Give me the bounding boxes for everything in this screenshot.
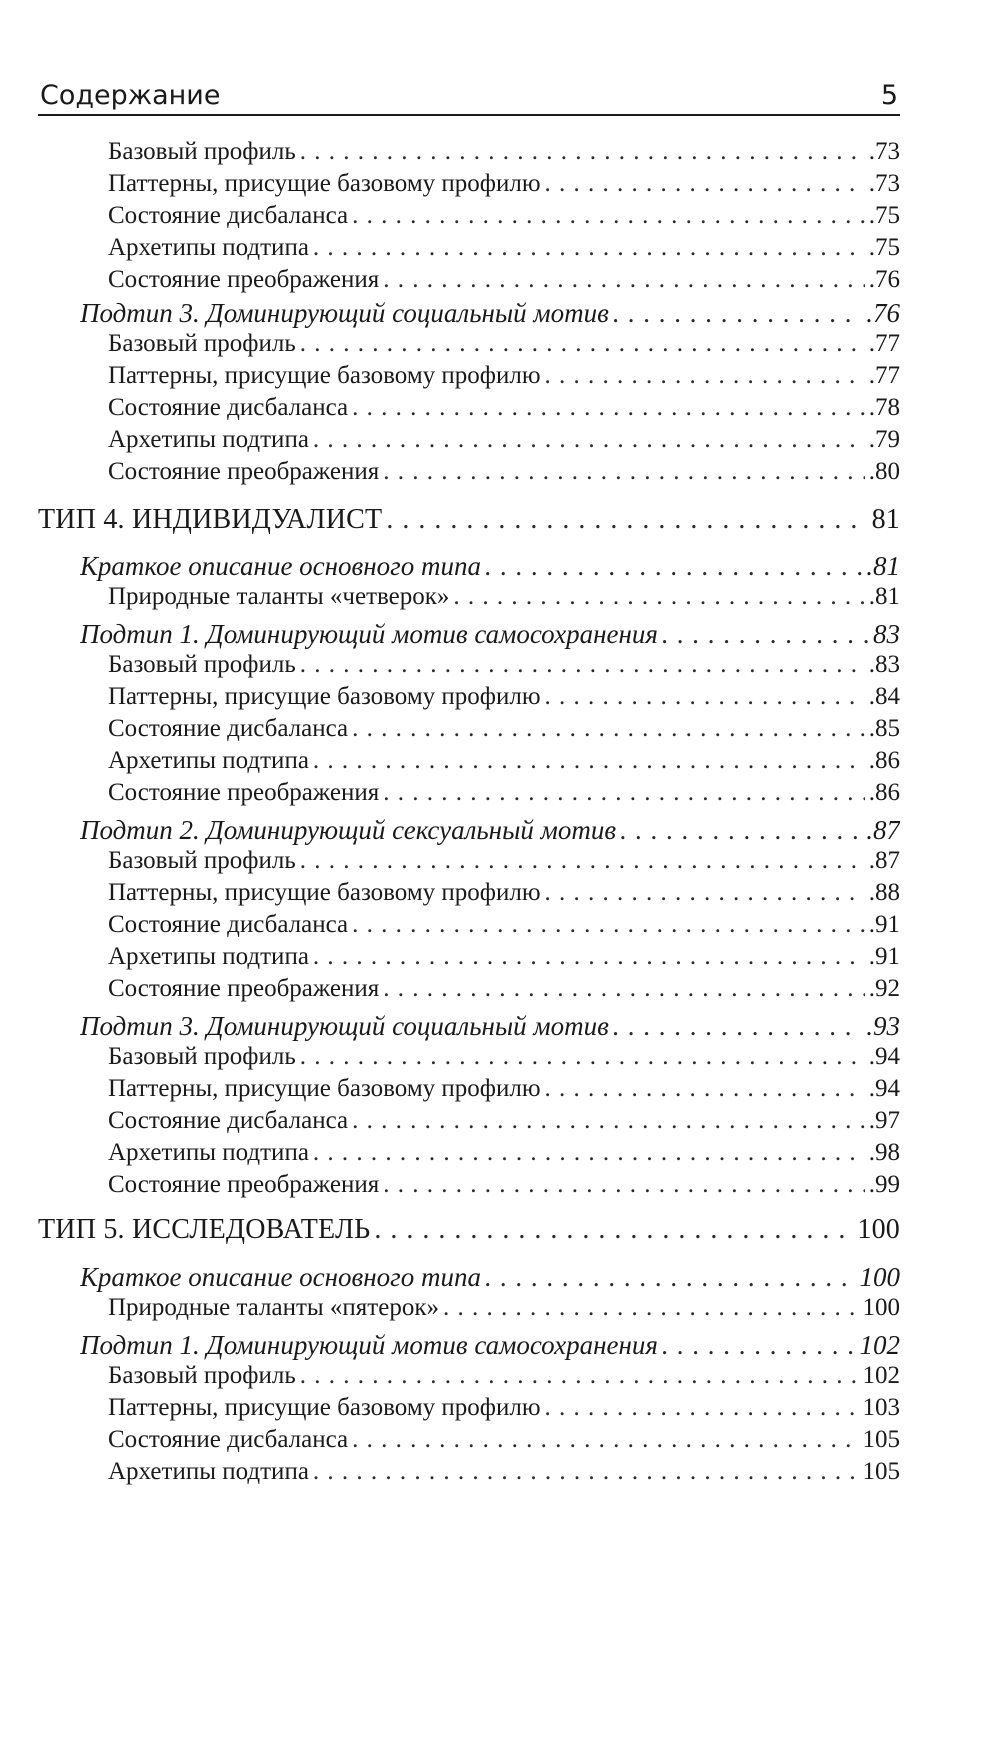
toc-entry-label: Архетипы подтипа <box>108 943 309 970</box>
toc-entry-label: Состояние дисбаланса <box>108 715 349 742</box>
toc-subsection-entry[interactable] <box>108 1362 900 1398</box>
toc-entry-label: Краткое описание основного типа <box>80 1262 481 1292</box>
toc-entry-page: .79 <box>868 426 900 453</box>
toc-subsection-entry[interactable] <box>108 879 900 915</box>
toc-subsection-entry[interactable] <box>108 330 900 366</box>
dot-leader <box>386 504 867 536</box>
toc-entry-label: ТИП 5. ИССЛЕДОВАТЕЛЬ <box>38 1214 371 1245</box>
toc-subsection-entry[interactable] <box>108 458 900 494</box>
dot-leader <box>313 1458 859 1486</box>
toc-entry-page: .81 <box>868 583 900 610</box>
dot-leader <box>352 715 865 743</box>
dot-leader <box>352 394 865 422</box>
toc-entry-page: 105 <box>862 1426 900 1453</box>
toc-subsection-entry[interactable] <box>108 202 900 238</box>
toc-subsection-entry[interactable] <box>108 1458 900 1494</box>
toc-entry-page: 105 <box>862 1458 900 1485</box>
dot-leader <box>545 879 865 907</box>
dot-leader <box>453 583 864 611</box>
running-header <box>38 74 900 116</box>
dot-leader <box>300 138 865 166</box>
toc-entry-page: .87 <box>866 815 900 845</box>
dot-leader <box>313 234 865 262</box>
toc-entry-label: ТИП 4. ИНДИВИДУАЛИСТ <box>38 504 383 535</box>
toc-subsection-entry[interactable] <box>108 138 900 174</box>
toc-subsection-entry[interactable] <box>108 847 900 883</box>
dot-leader <box>352 1426 858 1454</box>
toc-entry-label: Состояние дисбаланса <box>108 1107 349 1134</box>
toc-section-entry[interactable] <box>80 1262 900 1298</box>
dot-leader <box>620 815 862 846</box>
dot-leader <box>300 330 865 358</box>
toc-entry-label: Состояние преображения <box>108 779 380 806</box>
toc-entry-label: Состояние дисбаланса <box>108 1426 349 1453</box>
toc-subsection-entry[interactable] <box>108 975 900 1011</box>
toc-entry-label: Архетипы подтипа <box>108 747 309 774</box>
toc-entry-label: Состояние преображения <box>108 975 380 1002</box>
toc-subsection-entry[interactable] <box>108 651 900 687</box>
toc-subsection-entry[interactable] <box>108 1171 900 1207</box>
toc-entry-page: .78 <box>868 394 900 421</box>
toc-entry-page: .80 <box>868 458 900 485</box>
toc-entry-label: Паттерны, присущие базовому профилю <box>108 170 541 197</box>
toc-entry-label: Архетипы подтипа <box>108 234 309 261</box>
toc-subsection-entry[interactable] <box>108 747 900 783</box>
dot-leader <box>313 943 865 971</box>
dot-leader <box>545 683 865 711</box>
toc-entry-page: .91 <box>868 911 900 938</box>
toc-entry-label: Архетипы подтипа <box>108 426 309 453</box>
toc-entry-label: Базовый профиль <box>108 138 296 165</box>
toc-entry-page: .88 <box>868 879 900 906</box>
dot-leader <box>383 975 865 1003</box>
dot-leader <box>313 1139 865 1167</box>
page-number: 5 <box>880 80 898 111</box>
dot-leader <box>545 1394 859 1422</box>
dot-leader <box>300 847 865 875</box>
dot-leader <box>545 170 865 198</box>
toc-entry-label: Базовый профиль <box>108 330 296 357</box>
toc-entry-label: Архетипы подтипа <box>108 1139 309 1166</box>
toc-entry-page: .75 <box>868 202 900 229</box>
toc-entry-label: Состояние дисбаланса <box>108 202 349 229</box>
toc-entry-page: .81 <box>866 551 900 581</box>
toc-section-entry[interactable] <box>80 298 900 334</box>
dot-leader <box>300 651 865 679</box>
dot-leader <box>662 1330 856 1361</box>
toc-entry-label: Состояние преображения <box>108 266 380 293</box>
dot-leader <box>352 202 865 230</box>
toc-subsection-entry[interactable] <box>108 683 900 719</box>
toc-entry-page: .91 <box>868 943 900 970</box>
toc-entry-page: 102 <box>859 1330 900 1360</box>
toc-entry-page: .85 <box>868 715 900 742</box>
toc-entry-page: .77 <box>868 330 900 357</box>
toc-entry-label: Базовый профиль <box>108 1043 296 1070</box>
toc-section-entry[interactable] <box>80 1011 900 1047</box>
toc-section-entry[interactable] <box>80 815 900 851</box>
toc-subsection-entry[interactable] <box>108 1294 900 1330</box>
dot-leader <box>545 1075 865 1103</box>
toc-entry-page: .75 <box>868 234 900 261</box>
dot-leader <box>443 1294 859 1322</box>
toc-entry-label: Подтип 1. Доминирующий мотив самосохранения <box>80 619 658 649</box>
dot-leader <box>485 1262 856 1293</box>
toc-entry-label: Базовый профиль <box>108 847 296 874</box>
dot-leader <box>300 1362 859 1390</box>
toc-entry-label: Подтип 3. Доминирующий социальный мотив <box>80 1011 609 1041</box>
dot-leader <box>383 266 865 294</box>
toc-entry-label: Архетипы подтипа <box>108 1458 309 1485</box>
toc-entry-page: 81 <box>871 504 900 535</box>
toc-subsection-entry[interactable] <box>108 394 900 430</box>
dot-leader <box>300 1043 865 1071</box>
toc-entry-page: 103 <box>862 1394 900 1421</box>
toc-entry-label: Краткое описание основного типа <box>80 551 481 581</box>
toc-entry-page: .94 <box>868 1075 900 1102</box>
toc-subsection-entry[interactable] <box>108 426 900 462</box>
toc-entry-page: .77 <box>868 362 900 389</box>
toc-entry-label: Паттерны, присущие базовому профилю <box>108 879 541 906</box>
toc-entry-label: Подтип 1. Доминирующий мотив самосохранения <box>80 1330 658 1360</box>
toc-entry-page: 83 <box>873 619 900 649</box>
dot-leader <box>613 298 862 329</box>
toc-subsection-entry[interactable] <box>108 943 900 979</box>
toc-entry-label: Состояние дисбаланса <box>108 911 349 938</box>
toc-entry-label: Паттерны, присущие базовому профилю <box>108 362 541 389</box>
toc-entry-label: Природные таланты «пятерок» <box>108 1294 439 1321</box>
toc-entry-label: Подтип 2. Доминирующий сексуальный мотив <box>80 815 617 845</box>
toc-subsection-entry[interactable] <box>108 779 900 815</box>
toc-entry-page: .73 <box>868 170 900 197</box>
toc-subsection-entry[interactable] <box>108 1107 900 1143</box>
toc-entry-page: .87 <box>868 847 900 874</box>
toc-subsection-entry[interactable] <box>108 1426 900 1462</box>
dot-leader <box>352 911 865 939</box>
toc-subsection-entry[interactable] <box>108 911 900 947</box>
dot-leader <box>545 362 865 390</box>
toc-entry-label: Природные таланты «четверок» <box>108 583 450 610</box>
toc-entry-label: Паттерны, присущие базовому профилю <box>108 1394 541 1421</box>
toc-chapter-entry[interactable] <box>38 1214 900 1250</box>
toc-subsection-entry[interactable] <box>108 1139 900 1175</box>
toc-subsection-entry[interactable] <box>108 234 900 270</box>
toc-entry-page: 100 <box>857 1214 900 1245</box>
toc-subsection-entry[interactable] <box>108 1043 900 1079</box>
toc-entry-page: .76 <box>868 266 900 293</box>
dot-leader <box>383 779 865 807</box>
toc-section-entry[interactable] <box>80 619 900 655</box>
dot-leader <box>374 1214 853 1246</box>
toc-entry-page: .84 <box>868 683 900 710</box>
toc-section-entry[interactable] <box>80 551 900 587</box>
toc-entry-page: .98 <box>868 1139 900 1166</box>
toc-subsection-entry[interactable] <box>108 362 900 398</box>
dot-leader <box>313 747 865 775</box>
toc-chapter-entry[interactable] <box>38 504 900 540</box>
dot-leader <box>352 1107 865 1135</box>
toc-entry-page: .83 <box>868 651 900 678</box>
toc-entry-page: 100 <box>859 1262 900 1292</box>
toc-section-entry[interactable] <box>80 1330 900 1366</box>
toc-entry-label: Состояние преображения <box>108 1171 380 1198</box>
dot-leader <box>613 1011 862 1042</box>
toc-entry-label: Базовый профиль <box>108 1362 296 1389</box>
toc-subsection-entry[interactable] <box>108 715 900 751</box>
toc-entry-page: .86 <box>868 747 900 774</box>
dot-leader <box>485 551 862 582</box>
toc-entry-page: 100 <box>862 1294 900 1321</box>
toc-subsection-entry[interactable] <box>108 1394 900 1430</box>
toc-entry-page: .94 <box>868 1043 900 1070</box>
toc-entry-page: .93 <box>866 1011 900 1041</box>
toc-subsection-entry[interactable] <box>108 170 900 206</box>
toc-subsection-entry[interactable] <box>108 583 900 619</box>
dot-leader <box>313 426 865 454</box>
toc-entry-page: .99 <box>868 1171 900 1198</box>
toc-entry-page: .86 <box>868 779 900 806</box>
toc-entry-page: 102 <box>862 1362 900 1389</box>
dot-leader <box>662 619 869 650</box>
dot-leader <box>383 458 865 486</box>
toc-entry-label: Состояние преображения <box>108 458 380 485</box>
toc-entry-page: .73 <box>868 138 900 165</box>
running-header-title: Содержание <box>40 80 221 111</box>
toc-subsection-entry[interactable] <box>108 266 900 302</box>
toc-entry-label: Паттерны, присущие базовому профилю <box>108 683 541 710</box>
toc-entry-label: Подтип 3. Доминирующий социальный мотив <box>80 298 609 328</box>
toc-entry-label: Паттерны, присущие базовому профилю <box>108 1075 541 1102</box>
toc-entry-page: .76 <box>866 298 900 328</box>
toc-entry-page: .97 <box>868 1107 900 1134</box>
toc-entry-page: .92 <box>868 975 900 1002</box>
toc-subsection-entry[interactable] <box>108 1075 900 1111</box>
toc-entry-label: Состояние дисбаланса <box>108 394 349 421</box>
toc-entry-label: Базовый профиль <box>108 651 296 678</box>
dot-leader <box>383 1171 865 1199</box>
